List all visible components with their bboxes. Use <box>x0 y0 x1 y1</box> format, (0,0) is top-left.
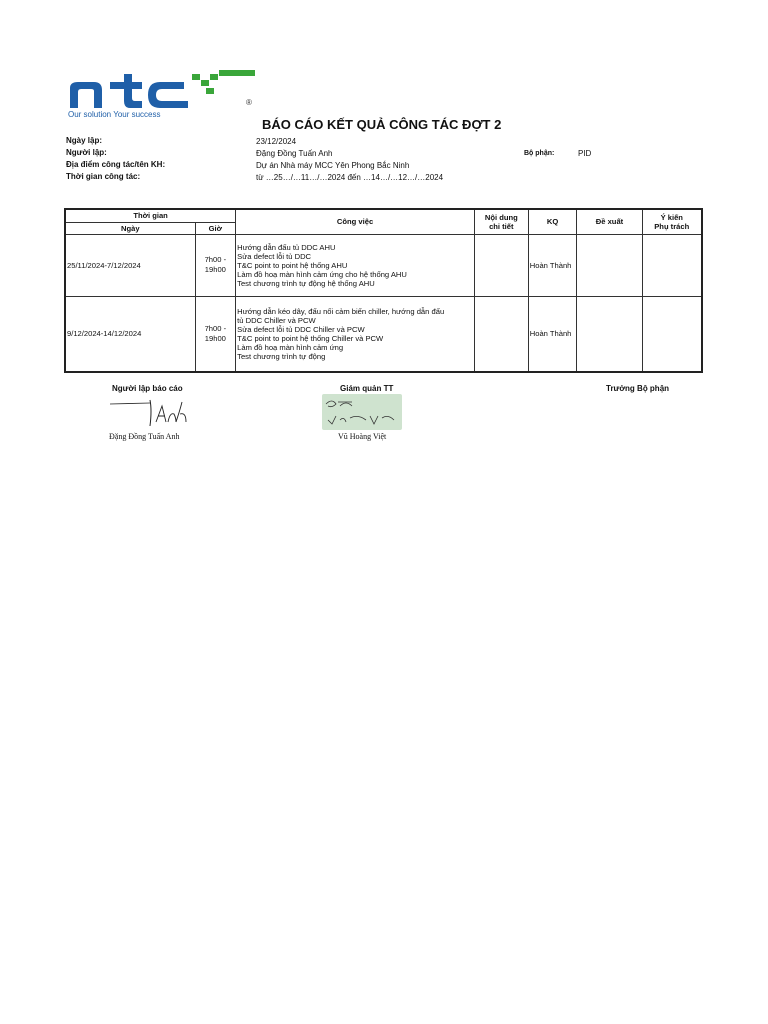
task-line: Làm đồ hoạ màn hình cảm ứng <box>237 342 344 352</box>
row-opinion <box>642 234 702 296</box>
report-title: BÁO CÁO KẾT QUẢ CÔNG TÁC ĐỢT 2 <box>262 117 502 132</box>
header-cong-viec: Công việc <box>236 209 475 234</box>
row-tasks <box>236 234 475 296</box>
row-date: 25/11/2024-7/12/2024 <box>65 234 195 296</box>
work-report-table <box>64 208 703 373</box>
task-line: Test chương trình tự động <box>237 351 326 361</box>
location-label: Địa điểm công tác/tên KH: <box>66 160 166 169</box>
task-line: T&C point to point hệ thống Chiller và PCW <box>237 333 384 343</box>
row-date: 9/12/2024-14/12/2024 <box>65 296 195 372</box>
task-line: Sửa defect lỗi tủ DDC <box>237 251 312 261</box>
header-kq: KQ <box>528 209 577 234</box>
author-value: Đặng Đồng Tuấn Anh <box>256 149 333 158</box>
reporter-label: Người lập báo cáo <box>112 384 183 393</box>
row-time <box>195 296 236 372</box>
location-value: Dự án Nhà máy MCC Yên Phong Bắc Ninh <box>256 161 410 170</box>
row-time-end: 19h00 <box>204 333 226 343</box>
task-line: Hướng dẫn kéo dây, đấu nối cảm biến chiller, hướng dẫn đấu <box>237 306 445 316</box>
task-line: Làm đồ hoạ màn hình cảm ứng cho hệ thống AHU <box>237 269 407 279</box>
reporter-name: Đặng Đồng Tuấn Anh <box>109 432 180 441</box>
header-noi-dung-line1: Nội dung <box>484 212 518 222</box>
row-opinion <box>642 296 702 372</box>
header-noi-dung <box>474 209 528 234</box>
row-proposal <box>577 296 642 372</box>
task-line: T&C point to point hệ thống AHU <box>237 260 348 270</box>
task-line: Test chương trình tự động hệ thống AHU <box>237 278 375 288</box>
row-result: Hoàn Thành <box>528 234 577 296</box>
supervisor-name: Vũ Hoàng Việt <box>338 432 387 441</box>
row-tasks <box>236 296 475 372</box>
logo-slogan: Our solution Your success <box>68 110 161 119</box>
head-label: Trưởng Bộ phận <box>606 384 670 393</box>
header-de-xuat: Đề xuất <box>577 209 642 234</box>
reporter-signature <box>110 396 200 430</box>
registered-mark: ® <box>246 98 252 107</box>
row-proposal <box>577 234 642 296</box>
header-gio: Giờ <box>195 222 236 234</box>
header-thoi-gian: Thời gian <box>65 209 236 222</box>
author-label: Người lập: <box>66 148 107 157</box>
row-detail <box>474 296 528 372</box>
dept-value: PID <box>578 149 592 158</box>
header-ngay: Ngày <box>65 222 195 234</box>
date-value: 23/12/2024 <box>256 137 297 146</box>
header-y-kien <box>642 209 702 234</box>
period-label: Thời gian công tác: <box>66 172 141 181</box>
row-time-start: 7h00 - <box>204 255 227 264</box>
header-noi-dung-line2: chi tiết <box>489 221 514 231</box>
row-time-end: 19h00 <box>204 265 226 274</box>
header-y-kien-line2: Phụ trách <box>654 221 690 231</box>
period-value: từ …25…/…11…/…2024 đến …14…/…12…/…2024 <box>256 173 444 182</box>
row-time-start: 7h00 - <box>204 323 227 333</box>
header-y-kien-line1: Ý kiến <box>660 212 683 222</box>
task-line: Sửa defect lỗi tủ DDC Chiller và PCW <box>237 324 365 334</box>
table-row <box>65 234 702 296</box>
task-line: tủ DDC Chiller và PCW <box>237 315 316 325</box>
supervisor-label: Giám quản TT <box>340 384 394 393</box>
row-detail <box>474 234 528 296</box>
dept-label: Bộ phận: <box>524 150 555 157</box>
task-line: Hướng dẫn đấu tủ DDC AHU <box>237 242 336 252</box>
row-time <box>195 234 236 296</box>
table-row <box>65 296 702 372</box>
row-result: Hoàn Thành <box>528 296 577 372</box>
supervisor-signature <box>322 394 402 430</box>
date-label: Ngày lập: <box>66 136 103 145</box>
